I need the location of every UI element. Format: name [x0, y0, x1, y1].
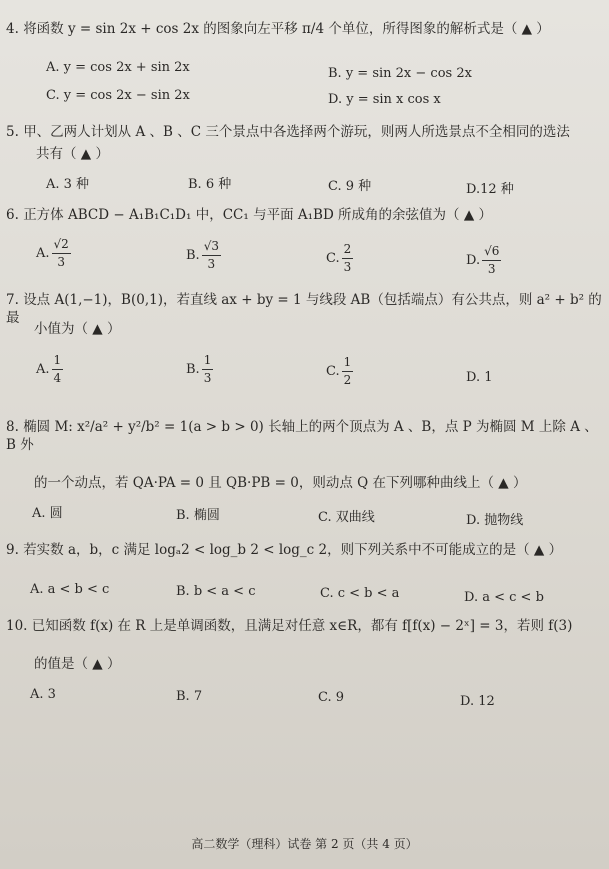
- option-d: D. 抛物线: [466, 513, 524, 528]
- numerator: √2: [52, 236, 71, 254]
- question-stem-continued: 共有（ ▲ ）: [36, 146, 109, 162]
- denominator: 4: [53, 371, 62, 385]
- option-c: [326, 354, 353, 389]
- denominator: 3: [343, 260, 352, 274]
- numerator: √3: [202, 238, 221, 256]
- option-c: C. 9: [318, 690, 345, 705]
- option-d: [466, 243, 501, 278]
- question-4: [6, 20, 603, 38]
- option-c: C. 9 种: [328, 179, 372, 194]
- option-letter: D.: [466, 253, 481, 268]
- numerator: 2: [342, 241, 354, 259]
- option-a: A. 3 种: [46, 177, 90, 192]
- denominator: 3: [57, 255, 65, 269]
- option-fraction: [202, 238, 221, 273]
- question-stem: 设点 A(1,−1)，B(0,1)，若直线 ax + by = 1 与线段 AB（包括端点）有公共点，则 a² + b² 的最: [6, 292, 602, 326]
- option-d: D. y = sin x cos x: [328, 92, 441, 107]
- option-b: B. y = sin 2x − cos 2x: [328, 66, 472, 81]
- question-number: 8.: [6, 419, 19, 435]
- page-footer: 高二数学（理科）试卷 第 2 页（共 4 页）: [191, 837, 418, 851]
- question-stem: 将函数 y = sin 2x + cos 2x 的图象向左平移 π/4 个单位，所得图象的解析式是（ ▲ ）: [23, 21, 550, 37]
- option-b: B. 7: [176, 689, 203, 704]
- numerator: 1: [202, 352, 214, 370]
- denominator: 3: [203, 371, 212, 385]
- option-c: C. c < b < a: [320, 586, 400, 601]
- option-a: [36, 352, 63, 387]
- question-number: 7.: [6, 292, 19, 308]
- question-number: 5.: [6, 124, 19, 140]
- option-letter: A.: [36, 362, 50, 377]
- option-d: D. a < c < b: [464, 590, 544, 605]
- option-text: 1: [484, 370, 493, 385]
- option-fraction: [342, 354, 354, 389]
- numerator: 1: [52, 352, 64, 370]
- question-stem-continued: 小值为（ ▲ ）: [34, 321, 121, 337]
- option-b: [186, 238, 221, 273]
- option-fraction: [52, 236, 71, 271]
- option-letter: C.: [326, 364, 340, 379]
- question-number: 6.: [6, 207, 19, 223]
- question-number: 9.: [6, 542, 19, 558]
- option-c: C. 双曲线: [318, 510, 375, 525]
- question-number: 4.: [6, 21, 19, 37]
- option-letter: B.: [186, 362, 200, 377]
- question-stem: 已知函数 f(x) 在 R 上是单调函数，且满足对任意 x∈R，都有 f[f(x) − 2ˣ] = 3，若则 f(3): [31, 618, 573, 634]
- question-5: [6, 123, 603, 141]
- option-c: [326, 241, 353, 276]
- option-b: B. 6 种: [188, 177, 232, 192]
- question-stem: 甲、乙两人计划从 A 、B 、C 三个景点中各选择两个游玩，则两人所选景点不全相同的选法: [23, 124, 570, 140]
- option-d: D. 12: [460, 694, 495, 709]
- question-stem-continued: 的值是（ ▲ ）: [34, 656, 121, 672]
- option-a: [36, 236, 71, 271]
- numerator: 1: [342, 354, 354, 372]
- option-a: A. 3: [30, 687, 56, 702]
- question-number: 10.: [6, 618, 28, 634]
- option-d: [466, 370, 493, 386]
- option-fraction: [342, 241, 354, 276]
- option-a: A. 圆: [32, 506, 63, 521]
- option-b: [186, 352, 213, 387]
- option-a: A. y = cos 2x + sin 2x: [46, 60, 190, 75]
- denominator: 2: [343, 373, 352, 387]
- option-a: A. a < b < c: [30, 582, 110, 597]
- question-8: [6, 418, 603, 454]
- option-letter: C.: [326, 251, 340, 266]
- question-stem-continued: 的一个动点，若 QA·PA = 0 且 QB·PB = 0，则动点 Q 在下列哪种曲线上（ ▲ ）: [34, 475, 527, 491]
- denominator: 3: [207, 257, 216, 271]
- option-fraction: [202, 352, 214, 387]
- numerator: √6: [482, 243, 501, 261]
- option-letter: D.: [466, 370, 481, 385]
- question-9: [6, 541, 603, 559]
- option-b: B. 椭圆: [176, 508, 220, 523]
- option-letter: A.: [36, 246, 50, 261]
- option-fraction: [482, 243, 501, 278]
- question-stem: 若实数 a，b，c 满足 logₐ2 < log_b 2 < log_c 2，则下列关系中不可能成立的是（ ▲ ）: [23, 542, 563, 558]
- question-6: [6, 206, 603, 224]
- question-stem: 椭圆 M: x²/a² + y²/b² = 1(a > b > 0) 长轴上的两个顶点为 A 、B，点 P 为椭圆 M 上除 A 、B 外: [6, 419, 598, 453]
- option-c: C. y = cos 2x − sin 2x: [46, 88, 190, 103]
- question-10: [6, 617, 603, 635]
- option-b: B. b < a < c: [176, 584, 256, 599]
- question-stem: 正方体 ABCD − A₁B₁C₁D₁ 中，CC₁ 与平面 A₁BD 所成角的余弦值为（ ▲ ）: [23, 207, 493, 223]
- option-letter: B.: [186, 248, 200, 263]
- option-fraction: [52, 352, 64, 387]
- option-d: D.12 种: [466, 182, 514, 197]
- denominator: 3: [487, 262, 496, 276]
